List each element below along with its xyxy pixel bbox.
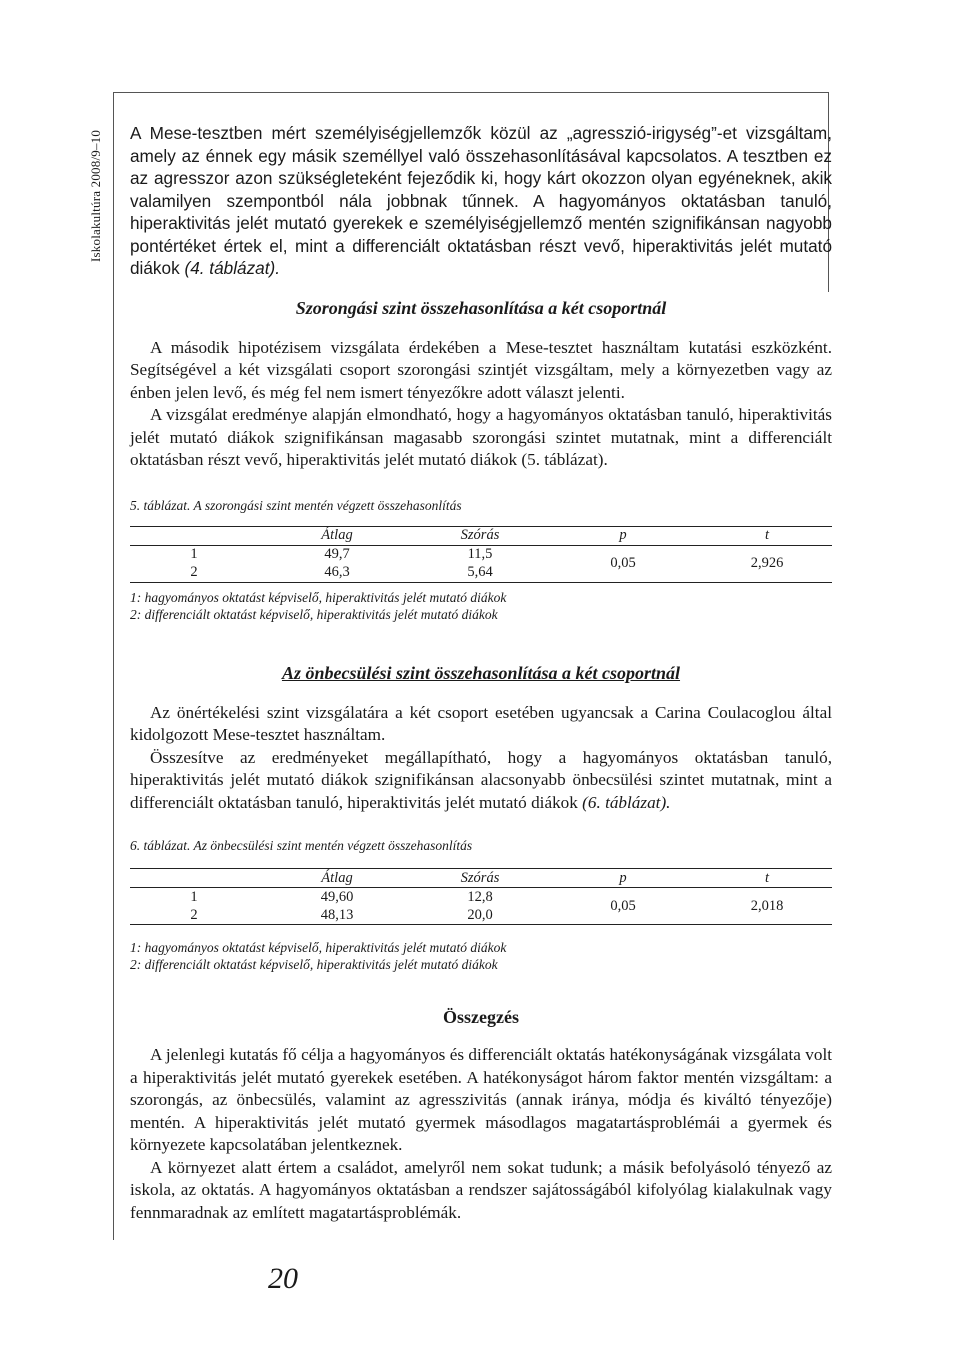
table5-t-value: 2,926 bbox=[702, 545, 832, 582]
table6-p-value: 0,05 bbox=[544, 888, 702, 925]
table5 bbox=[130, 526, 832, 583]
paragraph-aggression: A Mese-tesztben mért személyiségjellemzők közül az „agresszió-irigység”-et vizsgáltam, amely az énnek egy másik személlyel való összehasonlításával kapcsolatos. A tesztben ez az agresszor azon szükségleteként fejeződik ki, hogy kárt okozzon olyan egyéneknek, akik valamilyen szempontból nála jobbnak tűnnek. A hagyományos oktatásban tanuló, hiperaktivitás jelét mutató gyerekek e személyiségjellemző mentén szignifikánsan nagyobb pontértéket értek el, mint a differenciált oktatásban részt vevő, hiperaktivitás jelét mutató diákok (4. táblázat). bbox=[130, 123, 832, 278]
page-content bbox=[130, 122, 832, 1224]
table5-sd-2: 5,64 bbox=[416, 564, 544, 583]
table6-header-mean: Átlag bbox=[258, 869, 416, 888]
heading-summary: Összegzés bbox=[443, 1007, 519, 1027]
table5-p-value: 0,05 bbox=[544, 545, 702, 582]
table5-note-1: 1: hagyományos oktatást képviselő, hiperaktivitás jelét mutató diákok bbox=[130, 589, 507, 605]
table-row bbox=[130, 888, 832, 907]
page-number: 20 bbox=[268, 1262, 298, 1295]
paragraph-summary-1: A jelenlegi kutatás fő célja a hagyományos és differenciált oktatás hatékonyságának vizsgálata volt a hiperaktivitás jelét mutató gyerekek esetében. A hatékonyságot három faktor mentén vizsgáltam: a szorongás, az önbecsülés, valamint az agresszivitás (annak iránya, módja és kiváltó tényezője) mentén. A hiperaktivitás jelét mutató gyermek másodlagos magatartásproblémái a gyermek és környezete kapcsolatában jelentkeznek. bbox=[130, 1045, 832, 1154]
table6-group-1: 1 bbox=[190, 888, 198, 905]
paragraph-summary-2: A környezet alatt értem a családot, amelyről nem sokat tudunk; a másik befolyásoló tényező az iskola, az oktatás. A hagyományos oktatásban a rendszer sajátosságából kifolyólag kialakulnak vagy fennmaradnak az említett magatartásproblémák. bbox=[130, 1157, 832, 1222]
table5-mean-1: 49,7 bbox=[324, 546, 350, 562]
heading-anxiety: Szorongási szint összehasonlítása a két csoportnál bbox=[295, 297, 667, 318]
table4-reference: (4. táblázat). bbox=[184, 258, 280, 278]
left-margin-rule bbox=[113, 92, 114, 1240]
table5-mean-2: 46,3 bbox=[258, 564, 416, 583]
table5-header-group bbox=[130, 526, 258, 545]
table-row bbox=[130, 545, 832, 564]
table6-header-group bbox=[130, 869, 258, 888]
table5-header-mean: Átlag bbox=[258, 526, 416, 545]
table5-caption: 5. táblázat. A szorongási szint mentén végzett összehasonlítás bbox=[130, 497, 462, 513]
table5-group-2: 2 bbox=[130, 564, 258, 583]
table6-reference: (6. táblázat). bbox=[582, 792, 671, 812]
table6-mean-1: 49,60 bbox=[320, 888, 354, 905]
table6-note-2: 2: differenciált oktatást képviselő, hiperaktivitás jelét mutató diákok bbox=[130, 957, 498, 972]
table5-header-row bbox=[130, 526, 832, 545]
table6-sd-2: 20,0 bbox=[416, 906, 544, 925]
table6-caption: 6. táblázat. Az önbecsülési szint mentén végzett összehasonlítás bbox=[130, 838, 473, 853]
table6-header-t: t bbox=[702, 869, 832, 888]
table6-t-value: 2,018 bbox=[702, 888, 832, 925]
running-head: Iskolakultúra 2008/9–10 bbox=[88, 129, 103, 262]
table6-mean-2: 48,13 bbox=[258, 906, 416, 925]
table6-header-p: p bbox=[544, 869, 702, 888]
table5-sd-1: 11,5 bbox=[467, 546, 493, 562]
table5-header-p: p bbox=[544, 526, 702, 545]
table5-header-t: t bbox=[702, 526, 832, 545]
table5-group-1: 1 bbox=[190, 546, 198, 562]
table6-notes bbox=[130, 939, 832, 973]
table6-header-sd: Szórás bbox=[416, 869, 544, 888]
paragraph-self-esteem-result: Összesítve az eredményeket megállapítható, hogy a hagyományos oktatásban tanuló, hiperaktivitás jelét mutató diákok szignifikánsan alacsonyabb önbecsülési szintet mutatnak, mint a differenciált oktatásban tanuló, hiperaktivitás jelét mutató diákok (6. táblázat). bbox=[130, 747, 832, 812]
paragraph-self-esteem-method: Az önértékelési szint vizsgálatára a két csoport esetében ugyancsak a Carina Coulacoglou által kidolgozott Mese-tesztet használtam. bbox=[130, 702, 832, 744]
paragraph-hypothesis: A második hipotézisem vizsgálata érdekében a Mese-tesztet használtam kutatási eszközként. Segítségével a két vizsgálati csoport szorongási szintjét vizsgáltam, mely a környezetben vagy az énben jelen levő, és még fel nem ismert tényezőkre adott választ jelenti. bbox=[130, 337, 832, 402]
table6-header-row bbox=[130, 869, 832, 888]
table6-group-2: 2 bbox=[130, 906, 258, 925]
paragraph-anxiety-result: A vizsgálat eredménye alapján elmondható, hogy a hagyományos oktatásban tanuló, hiperaktivitás jelét mutató diákok szignifikánsan magasabb szorongási szintet mutatnak, mint a differenciált oktatásban részt vevő, hiperaktivitás jelét mutató diákok (5. táblázat). bbox=[130, 405, 832, 469]
table6 bbox=[130, 868, 832, 925]
heading-self-esteem: Az önbecsülési szint összehasonlítása a két csoportnál bbox=[281, 662, 681, 683]
table6-note-1: 1: hagyományos oktatást képviselő, hiperaktivitás jelét mutató diákok bbox=[130, 940, 507, 955]
table5-note-2: 2: differenciált oktatást képviselő, hiperaktivitás jelét mutató diákok bbox=[130, 606, 498, 622]
table5-header-sd: Szórás bbox=[416, 526, 544, 545]
table6-sd-1: 12,8 bbox=[467, 888, 493, 905]
top-margin-rule bbox=[113, 92, 828, 93]
table5-notes bbox=[130, 589, 832, 623]
